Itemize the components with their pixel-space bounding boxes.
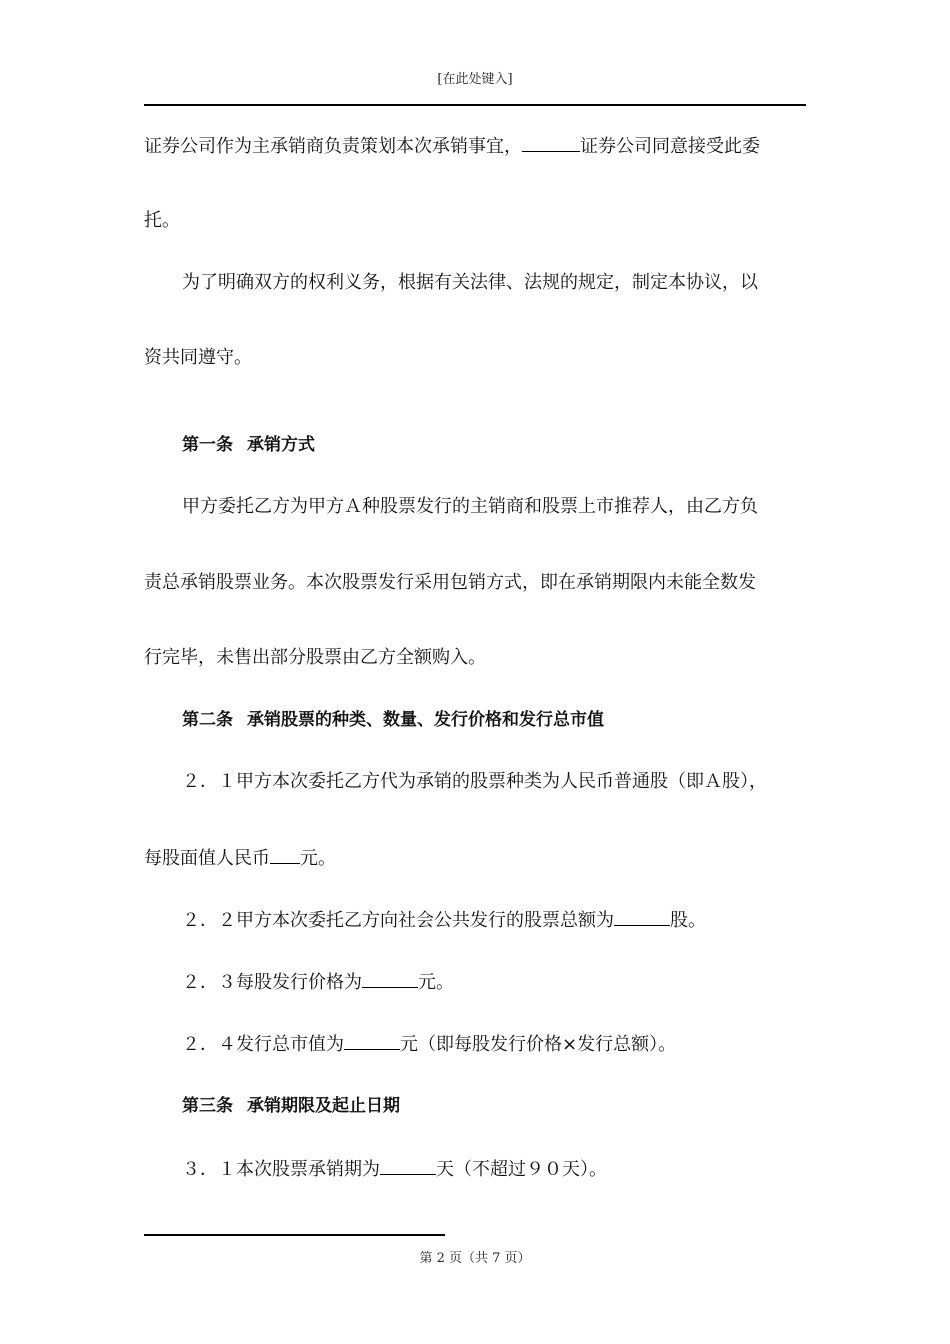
- text-segment: 股。: [670, 910, 706, 931]
- paragraph-line: 责总承销股票业务。本次股票发行采用包销方式，即在承销期限内未能全数发: [144, 572, 756, 593]
- paragraph-line: 行完毕，未售出部分股票由乙方全额购入。: [144, 647, 486, 668]
- text-segment: 证券公司同意接受此委: [580, 136, 760, 157]
- blank-field: [362, 968, 418, 988]
- text-segment: ３．１本次股票承销期为: [182, 1159, 380, 1180]
- text-segment: 每股面值人民币: [144, 848, 270, 869]
- blank-field: [344, 1030, 400, 1050]
- header-divider: [144, 104, 806, 106]
- article-2-heading: [182, 707, 806, 733]
- article-title: 承销股票的种类、数量、发行价格和发行总市值: [247, 710, 604, 730]
- text-segment: 元。: [300, 848, 336, 869]
- text-segment: ２．２甲方本次委托乙方向社会公共发行的股票总额为: [182, 910, 614, 931]
- article-title: 承销期限及起止日期: [247, 1096, 400, 1116]
- clause-2-2: [182, 906, 806, 934]
- page-number: 第 2 页（共 7 页）: [419, 1251, 531, 1266]
- article-1-heading: [182, 432, 806, 458]
- header-placeholder[interactable]: [在此处键入]: [437, 72, 513, 87]
- text-segment: 天（不超过９０天）。: [436, 1159, 607, 1180]
- article-number: 第一条: [182, 435, 233, 455]
- clause-2-1-line: ２．１甲方本次委托乙方代为承销的股票种类为人民币普通股（即Ａ股），: [182, 771, 767, 792]
- clause-2-1-line: [144, 844, 806, 872]
- article-title: 承销方式: [247, 435, 315, 455]
- text-segment: ２．４发行总市值为: [182, 1034, 344, 1055]
- text-segment: ２．３每股发行价格为: [182, 972, 362, 993]
- article-number: 第三条: [182, 1096, 233, 1116]
- blank-field: [522, 132, 580, 152]
- text-segment: 元。: [418, 972, 454, 993]
- clause-2-4: [182, 1030, 806, 1058]
- article-number: 第二条: [182, 710, 233, 730]
- clause-3-1: [182, 1155, 806, 1183]
- article-3-heading: [182, 1093, 806, 1119]
- paragraph-line: 托。: [144, 210, 180, 231]
- blank-field: [380, 1155, 436, 1175]
- blank-field: [270, 844, 300, 864]
- text-segment: 元（即每股发行价格×发行总额）。: [400, 1034, 677, 1055]
- paragraph-line: 为了明确双方的权利义务，根据有关法律、法规的规定，制定本协议，以: [182, 272, 758, 293]
- footer-divider: [144, 1234, 445, 1236]
- paragraph-line: 甲方委托乙方为甲方Ａ种股票发行的主销商和股票上市推荐人，由乙方负: [182, 496, 758, 517]
- paragraph-line: 资共同遵守。: [144, 347, 252, 368]
- paragraph-line: [144, 132, 806, 160]
- text-segment: 证券公司作为主承销商负责策划本次承销事宜，: [144, 136, 522, 157]
- blank-field: [614, 906, 670, 926]
- clause-2-3: [182, 968, 806, 996]
